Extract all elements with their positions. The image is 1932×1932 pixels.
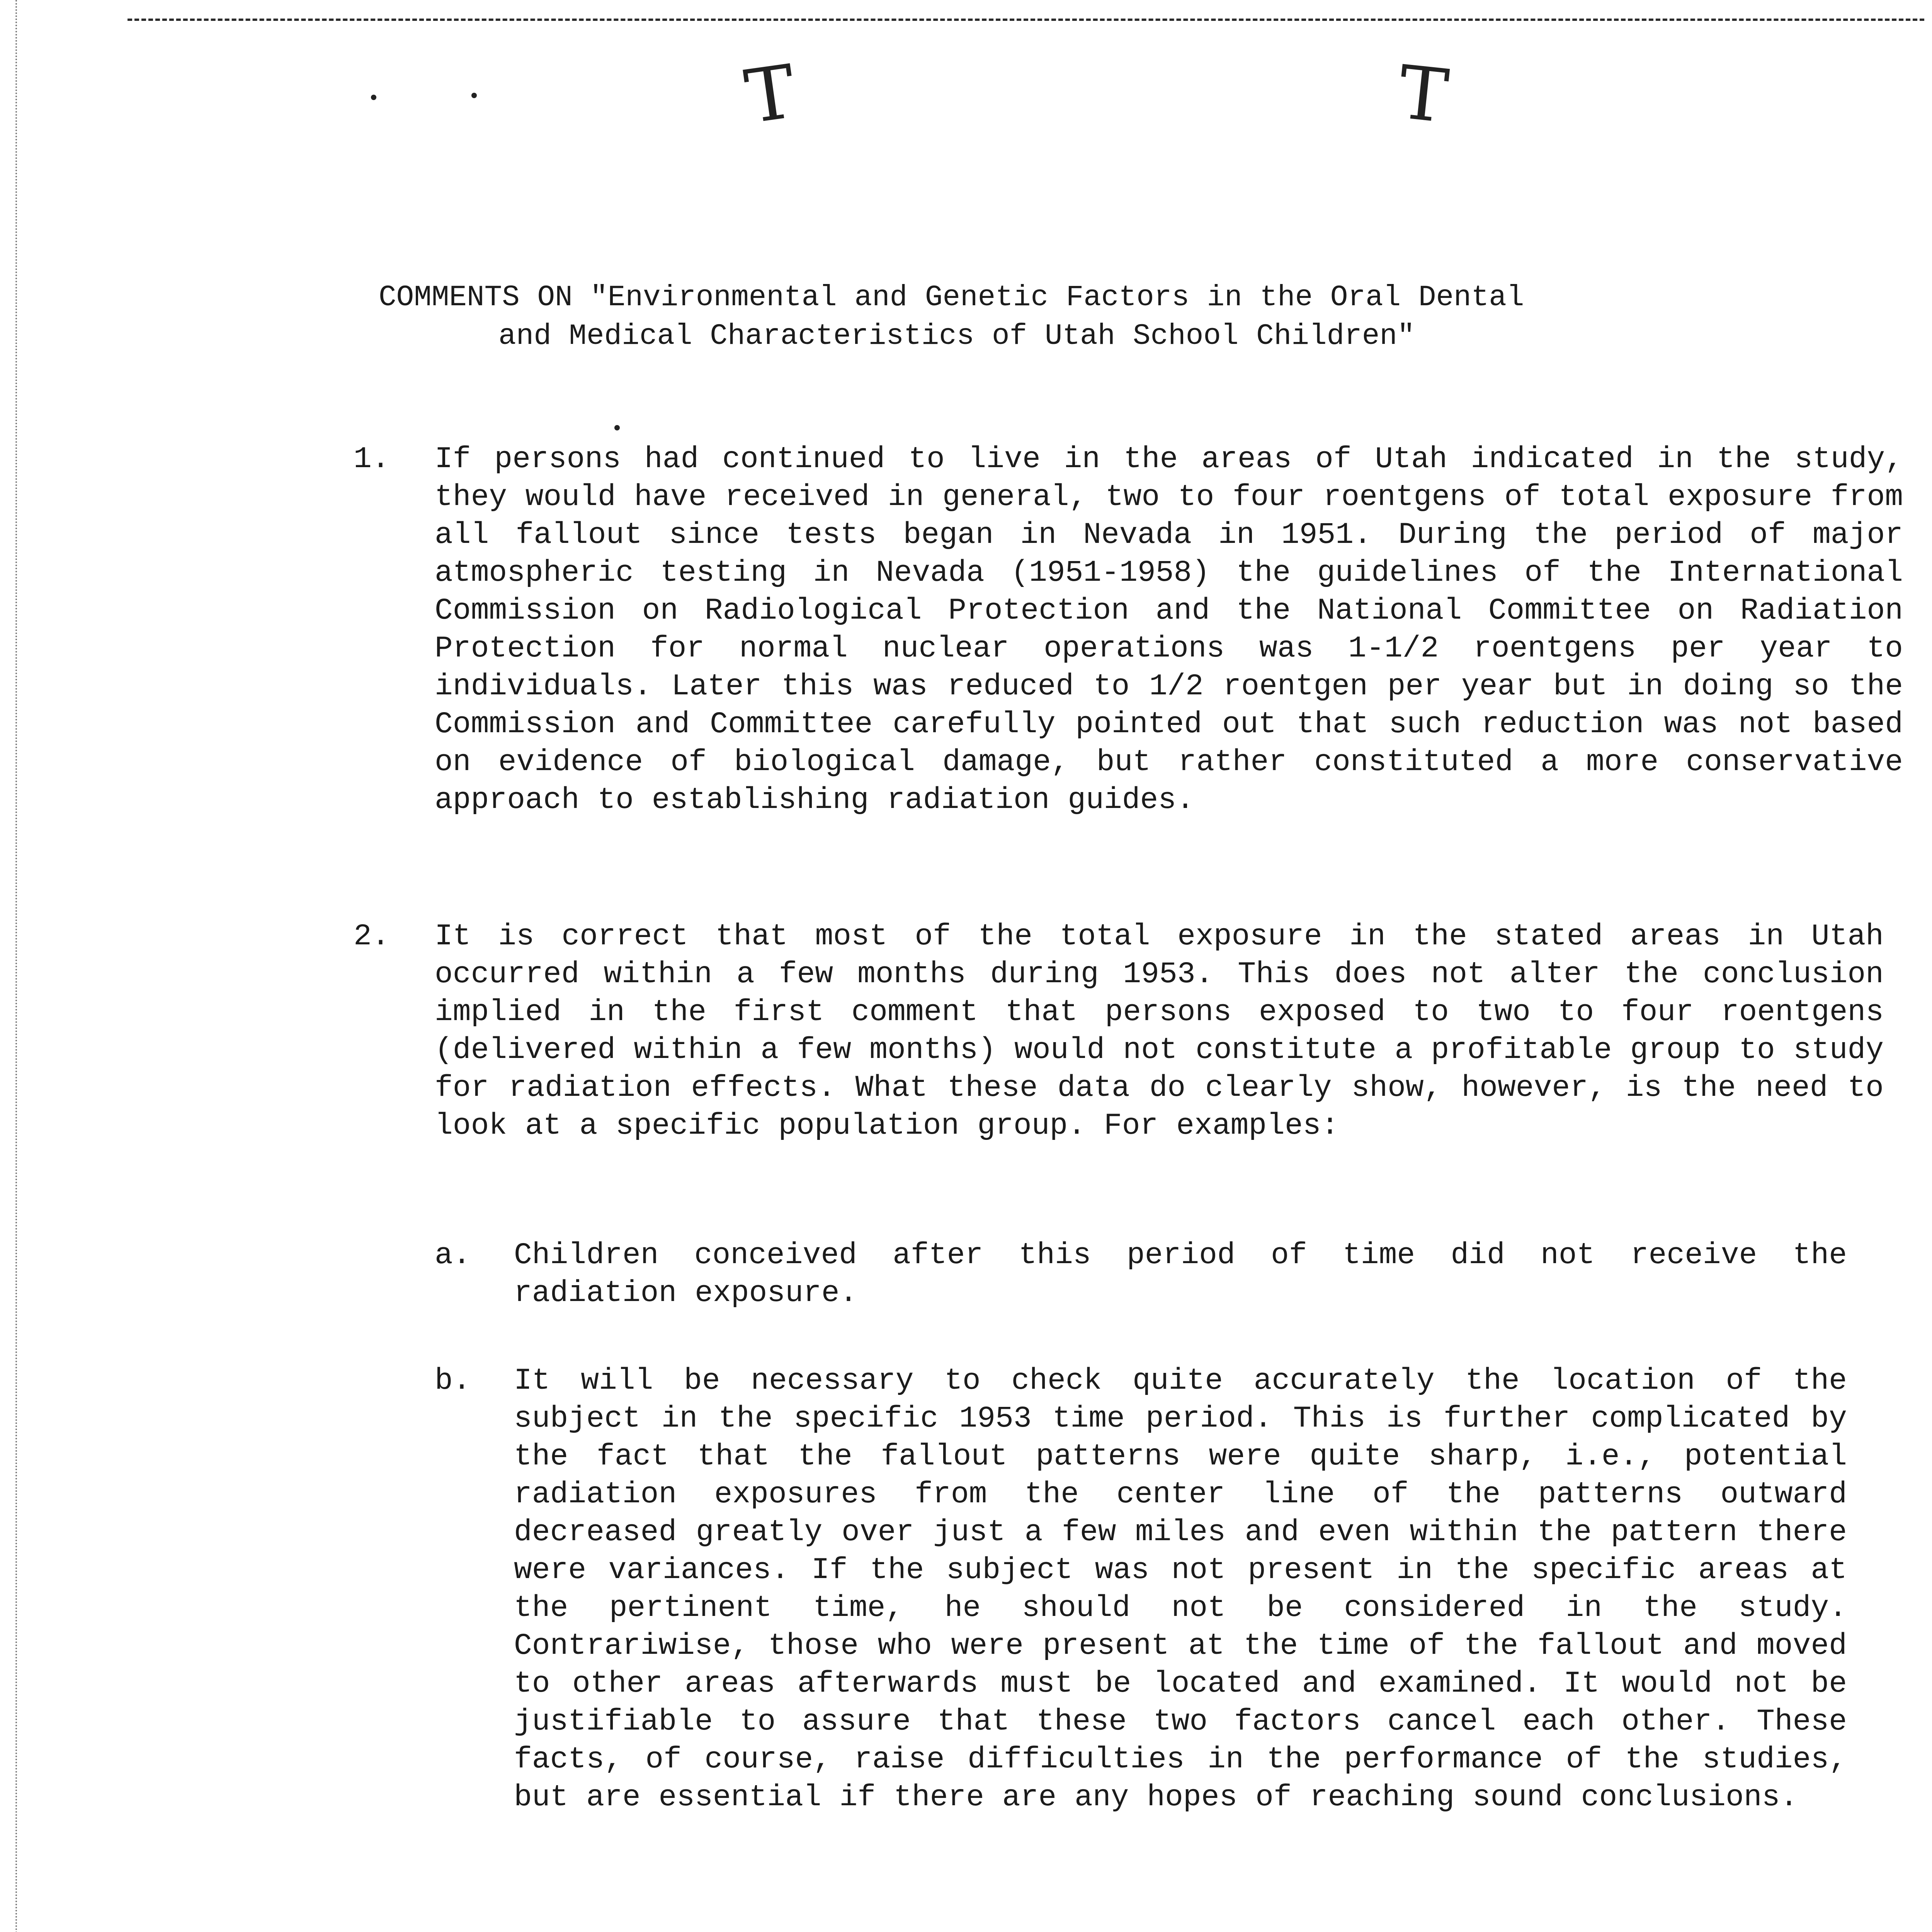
title-line-1: COMMENTS ON "Environmental and Genetic Factors in the Oral Dental bbox=[379, 281, 1524, 314]
document-title bbox=[379, 278, 1731, 355]
comment-paragraph-2 bbox=[435, 918, 1884, 1145]
handwritten-mark-left: T bbox=[740, 49, 801, 140]
comment-text-2: It is correct that most of the total exposure in the stated areas in Utah occurred within a few months during 1953. This does not alter the conclusion implied in the first comment that persons exposed to two to four roentgens (delivered within a few months) would not constitute a profitable group to study for radiation effects. What these data do clearly show, however, is the need to look at a specific population group. For examples: bbox=[435, 920, 1884, 1143]
title-line-2: and Medical Characteristics of Utah School Children" bbox=[498, 320, 1415, 353]
sub-item-letter-a: a. bbox=[435, 1238, 471, 1272]
item-number-2: 2. bbox=[354, 920, 390, 954]
comment-paragraph-1 bbox=[435, 440, 1903, 819]
scan-speck bbox=[614, 425, 620, 430]
handwritten-mark-right: T bbox=[1394, 49, 1452, 140]
scan-speck bbox=[471, 93, 477, 98]
sub-item-text-a: Children conceived after this period of time did not receive the radiation exposure. bbox=[514, 1238, 1847, 1310]
top-scan-line bbox=[128, 19, 1924, 21]
sub-item-paragraph-b bbox=[514, 1362, 1847, 1816]
comment-text-1: If persons had continued to live in the areas of Utah indicated in the study, they would have received in general, two to four roentgens of total exposure from all fallout since tests began in Nevada in 1951. During the period of major atmospheric testing in Nevada (1951-1958) the guidelines of the International Commission on Radiological Protection and the National Committee on Radiation Protection for normal nuclear operations was 1-1/2 roentgens per year to individuals. Later this was reduced to 1/2 roentgen per year but in doing so the Commission and Committee carefully pointed out that such reduction was not based on evidence of biological damage, but rather constituted a more conservative approach to establishing radiation guides. bbox=[435, 442, 1903, 817]
sub-item-letter-b: b. bbox=[435, 1364, 471, 1398]
scan-speck bbox=[371, 95, 376, 100]
scan-edge bbox=[0, 0, 17, 1932]
sub-item-paragraph-a bbox=[514, 1236, 1847, 1312]
item-number-1: 1. bbox=[354, 442, 390, 476]
sub-item-text-b: It will be necessary to check quite accurately the location of the subject in the specific 1953 time period. This is further complicated by the fact that the fallout patterns were quite sharp, i.e., potential radiation exposures from the center line of the patterns outward decreased greatly over just a few miles and even within the pattern there were variances. If the subject was not present in the specific areas at the pertinent time, he should not be considered in the study. Contrariwise, those who were present at the time of the fallout and moved to other areas afterwards must be located and examined. It would not be justifiable to assure that these two factors cancel each other. These facts, of course, raise difficulties in the performance of the studies, but are essential if there are any hopes of reaching sound conclusions. bbox=[514, 1364, 1847, 1815]
